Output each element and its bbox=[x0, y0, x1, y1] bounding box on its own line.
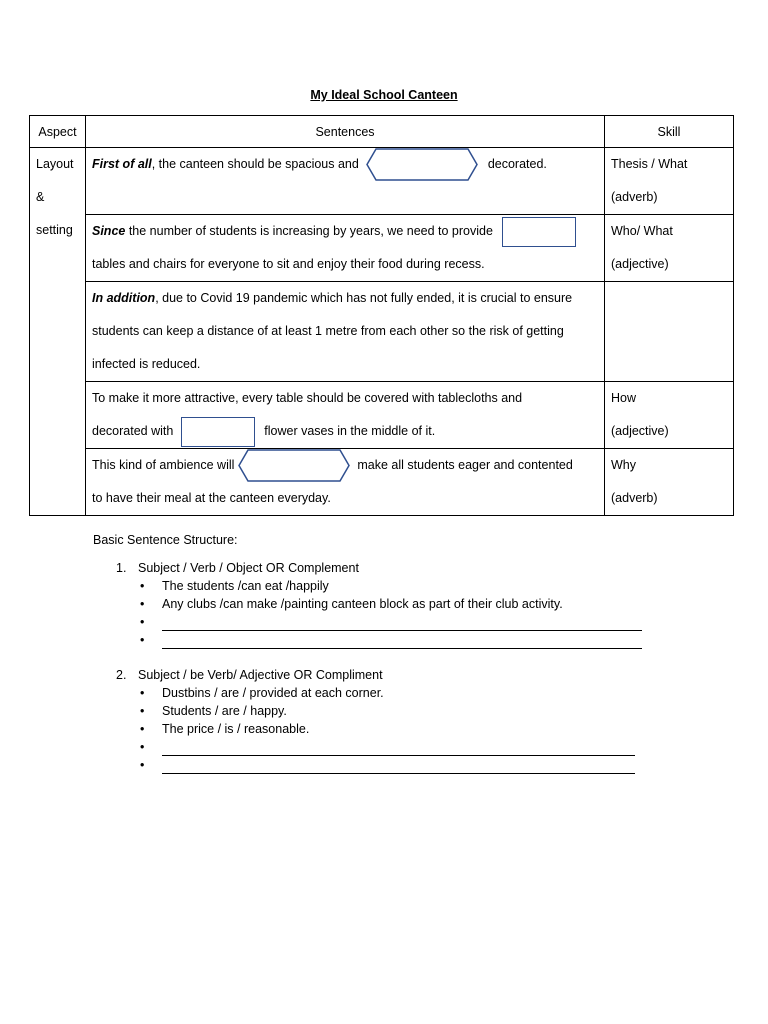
aspect-line: setting bbox=[36, 223, 73, 237]
list-item: • Any clubs /can make /painting canteen block as part of their club activity. bbox=[162, 595, 653, 613]
answer-blank-hexagon[interactable] bbox=[238, 449, 350, 482]
sentence-text: This kind of ambience will bbox=[92, 458, 235, 472]
sentence-text: , the canteen should be spacious and bbox=[151, 157, 359, 171]
aspect-cell bbox=[30, 148, 86, 516]
sentence-text: flower vases in the middle of it. bbox=[264, 424, 436, 438]
table-row bbox=[30, 148, 734, 215]
writing-line[interactable] bbox=[162, 635, 642, 649]
writing-line[interactable] bbox=[162, 742, 635, 756]
sentence-cell bbox=[86, 282, 605, 382]
list-item: • Dustbins / are / provided at each corner. bbox=[162, 684, 653, 702]
skill-text: Thesis / What bbox=[611, 157, 688, 171]
sentence-text: decorated. bbox=[487, 157, 547, 171]
answer-blank-box[interactable] bbox=[502, 217, 576, 247]
skill-text: Why bbox=[611, 458, 636, 472]
sentence-lead: First of all bbox=[92, 157, 152, 171]
sentence-lead: In addition bbox=[92, 291, 156, 305]
sentence-structure-section bbox=[93, 533, 653, 791]
list-item bbox=[162, 756, 653, 774]
page-title: My Ideal School Canteen bbox=[310, 88, 458, 102]
writing-line[interactable] bbox=[162, 617, 642, 631]
aspect-line: Layout bbox=[36, 157, 74, 171]
group-number: 2. bbox=[116, 668, 127, 682]
table-row bbox=[30, 449, 734, 516]
sentence-text: decorated with bbox=[92, 424, 174, 438]
skill-cell bbox=[605, 382, 734, 449]
sentence-text: to have their meal at the canteen everyday. bbox=[92, 491, 331, 506]
table-header-row bbox=[30, 116, 734, 148]
sentence-text: infected is reduced. bbox=[92, 357, 201, 371]
skill-cell bbox=[605, 282, 734, 382]
skill-part: (adjective) bbox=[611, 424, 669, 438]
skill-cell bbox=[605, 215, 734, 282]
worksheet-table bbox=[29, 115, 734, 516]
header-skill: Skill bbox=[605, 116, 734, 148]
sentence-cell bbox=[86, 215, 605, 282]
sentence-cell bbox=[86, 449, 605, 516]
sentence-cell bbox=[86, 148, 605, 215]
answer-blank-box[interactable] bbox=[181, 417, 255, 447]
group-number: 1. bbox=[116, 561, 127, 575]
sentence-cell bbox=[86, 382, 605, 449]
aspect-line: & bbox=[36, 190, 45, 204]
list-item bbox=[162, 631, 653, 649]
sentence-text: the number of students is increasing by years, we need to provide bbox=[125, 224, 493, 238]
list-item bbox=[162, 738, 653, 756]
list-item: • Students / are / happy. bbox=[162, 702, 653, 720]
skill-text: How bbox=[611, 391, 637, 405]
sentence-text: To make it more attractive, every table should be covered with tablecloths and bbox=[92, 391, 523, 405]
skill-part: (adverb) bbox=[611, 491, 658, 505]
sentence-lead: Since bbox=[92, 224, 126, 238]
header-sentences: Sentences bbox=[86, 116, 605, 148]
sentence-text: tables and chairs for everyone to sit and enjoy their food during recess. bbox=[92, 257, 485, 271]
structure-group bbox=[116, 666, 653, 774]
group-label: Subject / Verb / Object OR Complement bbox=[138, 561, 359, 575]
table-row bbox=[30, 282, 734, 382]
answer-blank-hexagon[interactable] bbox=[366, 148, 478, 181]
list-item: • The price / is / reasonable. bbox=[162, 720, 653, 738]
header-aspect: Aspect bbox=[30, 116, 86, 148]
skill-cell bbox=[605, 449, 734, 516]
skill-part: (adverb) bbox=[611, 190, 658, 204]
writing-line[interactable] bbox=[162, 760, 635, 774]
skill-cell bbox=[605, 148, 734, 215]
structure-group bbox=[116, 559, 653, 649]
sentence-text: , due to Covid 19 pandemic which has not fully ended, it is crucial to ensure bbox=[155, 291, 573, 305]
skill-text: Who/ What bbox=[611, 224, 673, 238]
skill-part: (adjective) bbox=[611, 257, 669, 271]
group-label: Subject / be Verb/ Adjective OR Compliment bbox=[138, 668, 383, 682]
sentence-text: make all students eager and contented bbox=[357, 458, 573, 472]
table-row bbox=[30, 382, 734, 449]
sentence-text: students can keep a distance of at least 1 metre from each other so the risk of getting bbox=[92, 324, 564, 338]
list-item bbox=[162, 613, 653, 631]
table-row bbox=[30, 215, 734, 282]
section-heading: Basic Sentence Structure: bbox=[93, 533, 238, 547]
list-item: • The students /can eat /happily bbox=[162, 577, 653, 595]
